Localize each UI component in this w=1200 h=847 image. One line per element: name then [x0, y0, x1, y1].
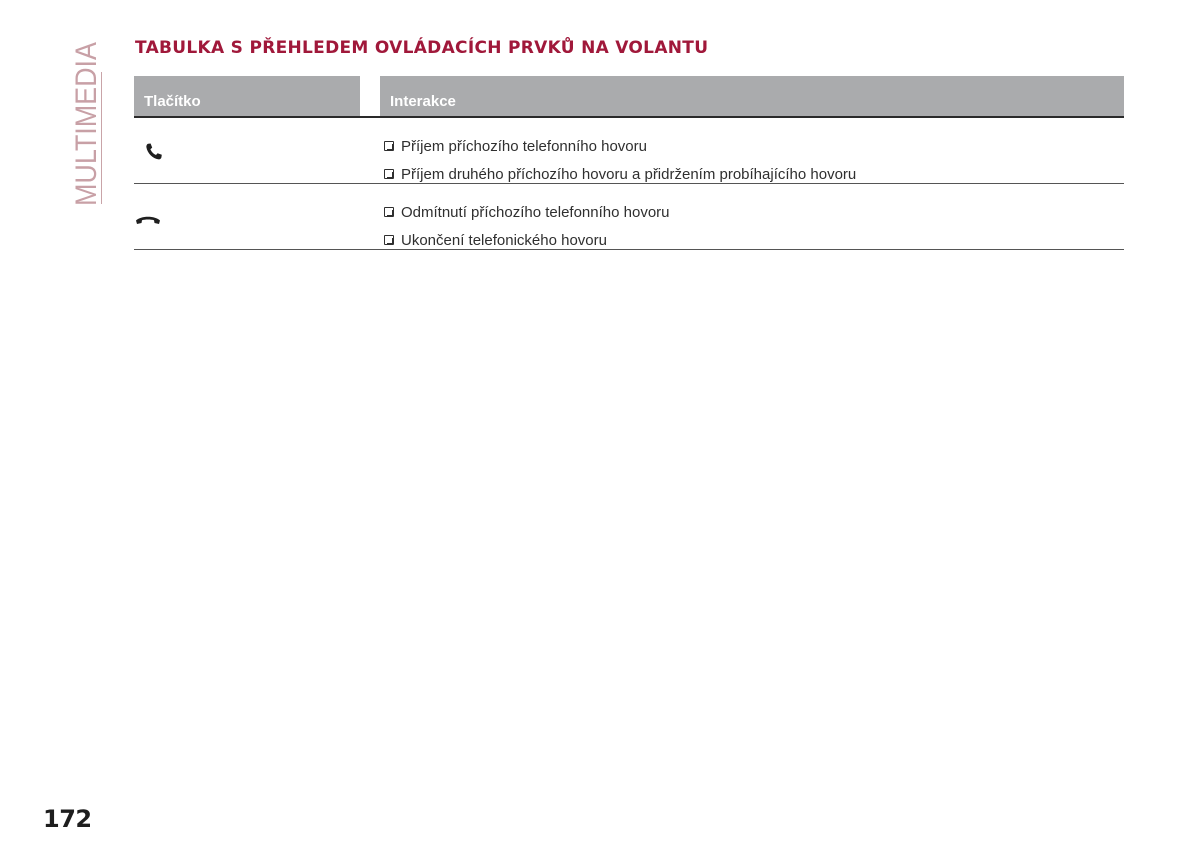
- page-number: 172: [43, 805, 92, 833]
- section-label: [70, 23, 103, 206]
- section-divider: [101, 72, 102, 204]
- checkbox-bullet-icon: [384, 169, 394, 179]
- table-row: [134, 184, 1124, 250]
- phone-answer-icon: [144, 142, 164, 162]
- table-row: [134, 118, 1124, 184]
- list-item: [384, 226, 1124, 254]
- item-text: Odmítnutí příchozího telefonního hovoru: [401, 203, 670, 221]
- phone-hangup-icon: [134, 212, 164, 228]
- checkbox-bullet-icon: [384, 207, 394, 217]
- interaction-cell: [380, 184, 1124, 249]
- checkbox-bullet-icon: [384, 235, 394, 245]
- section-label-text: MULTIMEDIA: [70, 23, 103, 206]
- checkbox-bullet-icon: [384, 141, 394, 151]
- list-item: [384, 198, 1124, 226]
- list-item: [384, 132, 1124, 160]
- table-header: [134, 76, 1124, 116]
- item-text: Příjem druhého příchozího hovoru a přidržením probíhajícího hovoru: [401, 165, 857, 183]
- header-button: Tlačítko: [144, 93, 201, 110]
- interaction-cell: [380, 118, 1124, 183]
- item-text: Ukončení telefonického hovoru: [401, 231, 607, 249]
- page-title: TABULKA S PŘEHLEDEM OVLÁDACÍCH PRVKŮ NA VOLANTU: [135, 38, 709, 58]
- button-cell: [134, 118, 380, 183]
- header-interaction: Interakce: [390, 93, 456, 110]
- item-text: Příjem příchozího telefonního hovoru: [401, 137, 647, 155]
- button-cell: [134, 184, 380, 249]
- controls-table: [134, 76, 1124, 250]
- header-separator: [360, 76, 380, 116]
